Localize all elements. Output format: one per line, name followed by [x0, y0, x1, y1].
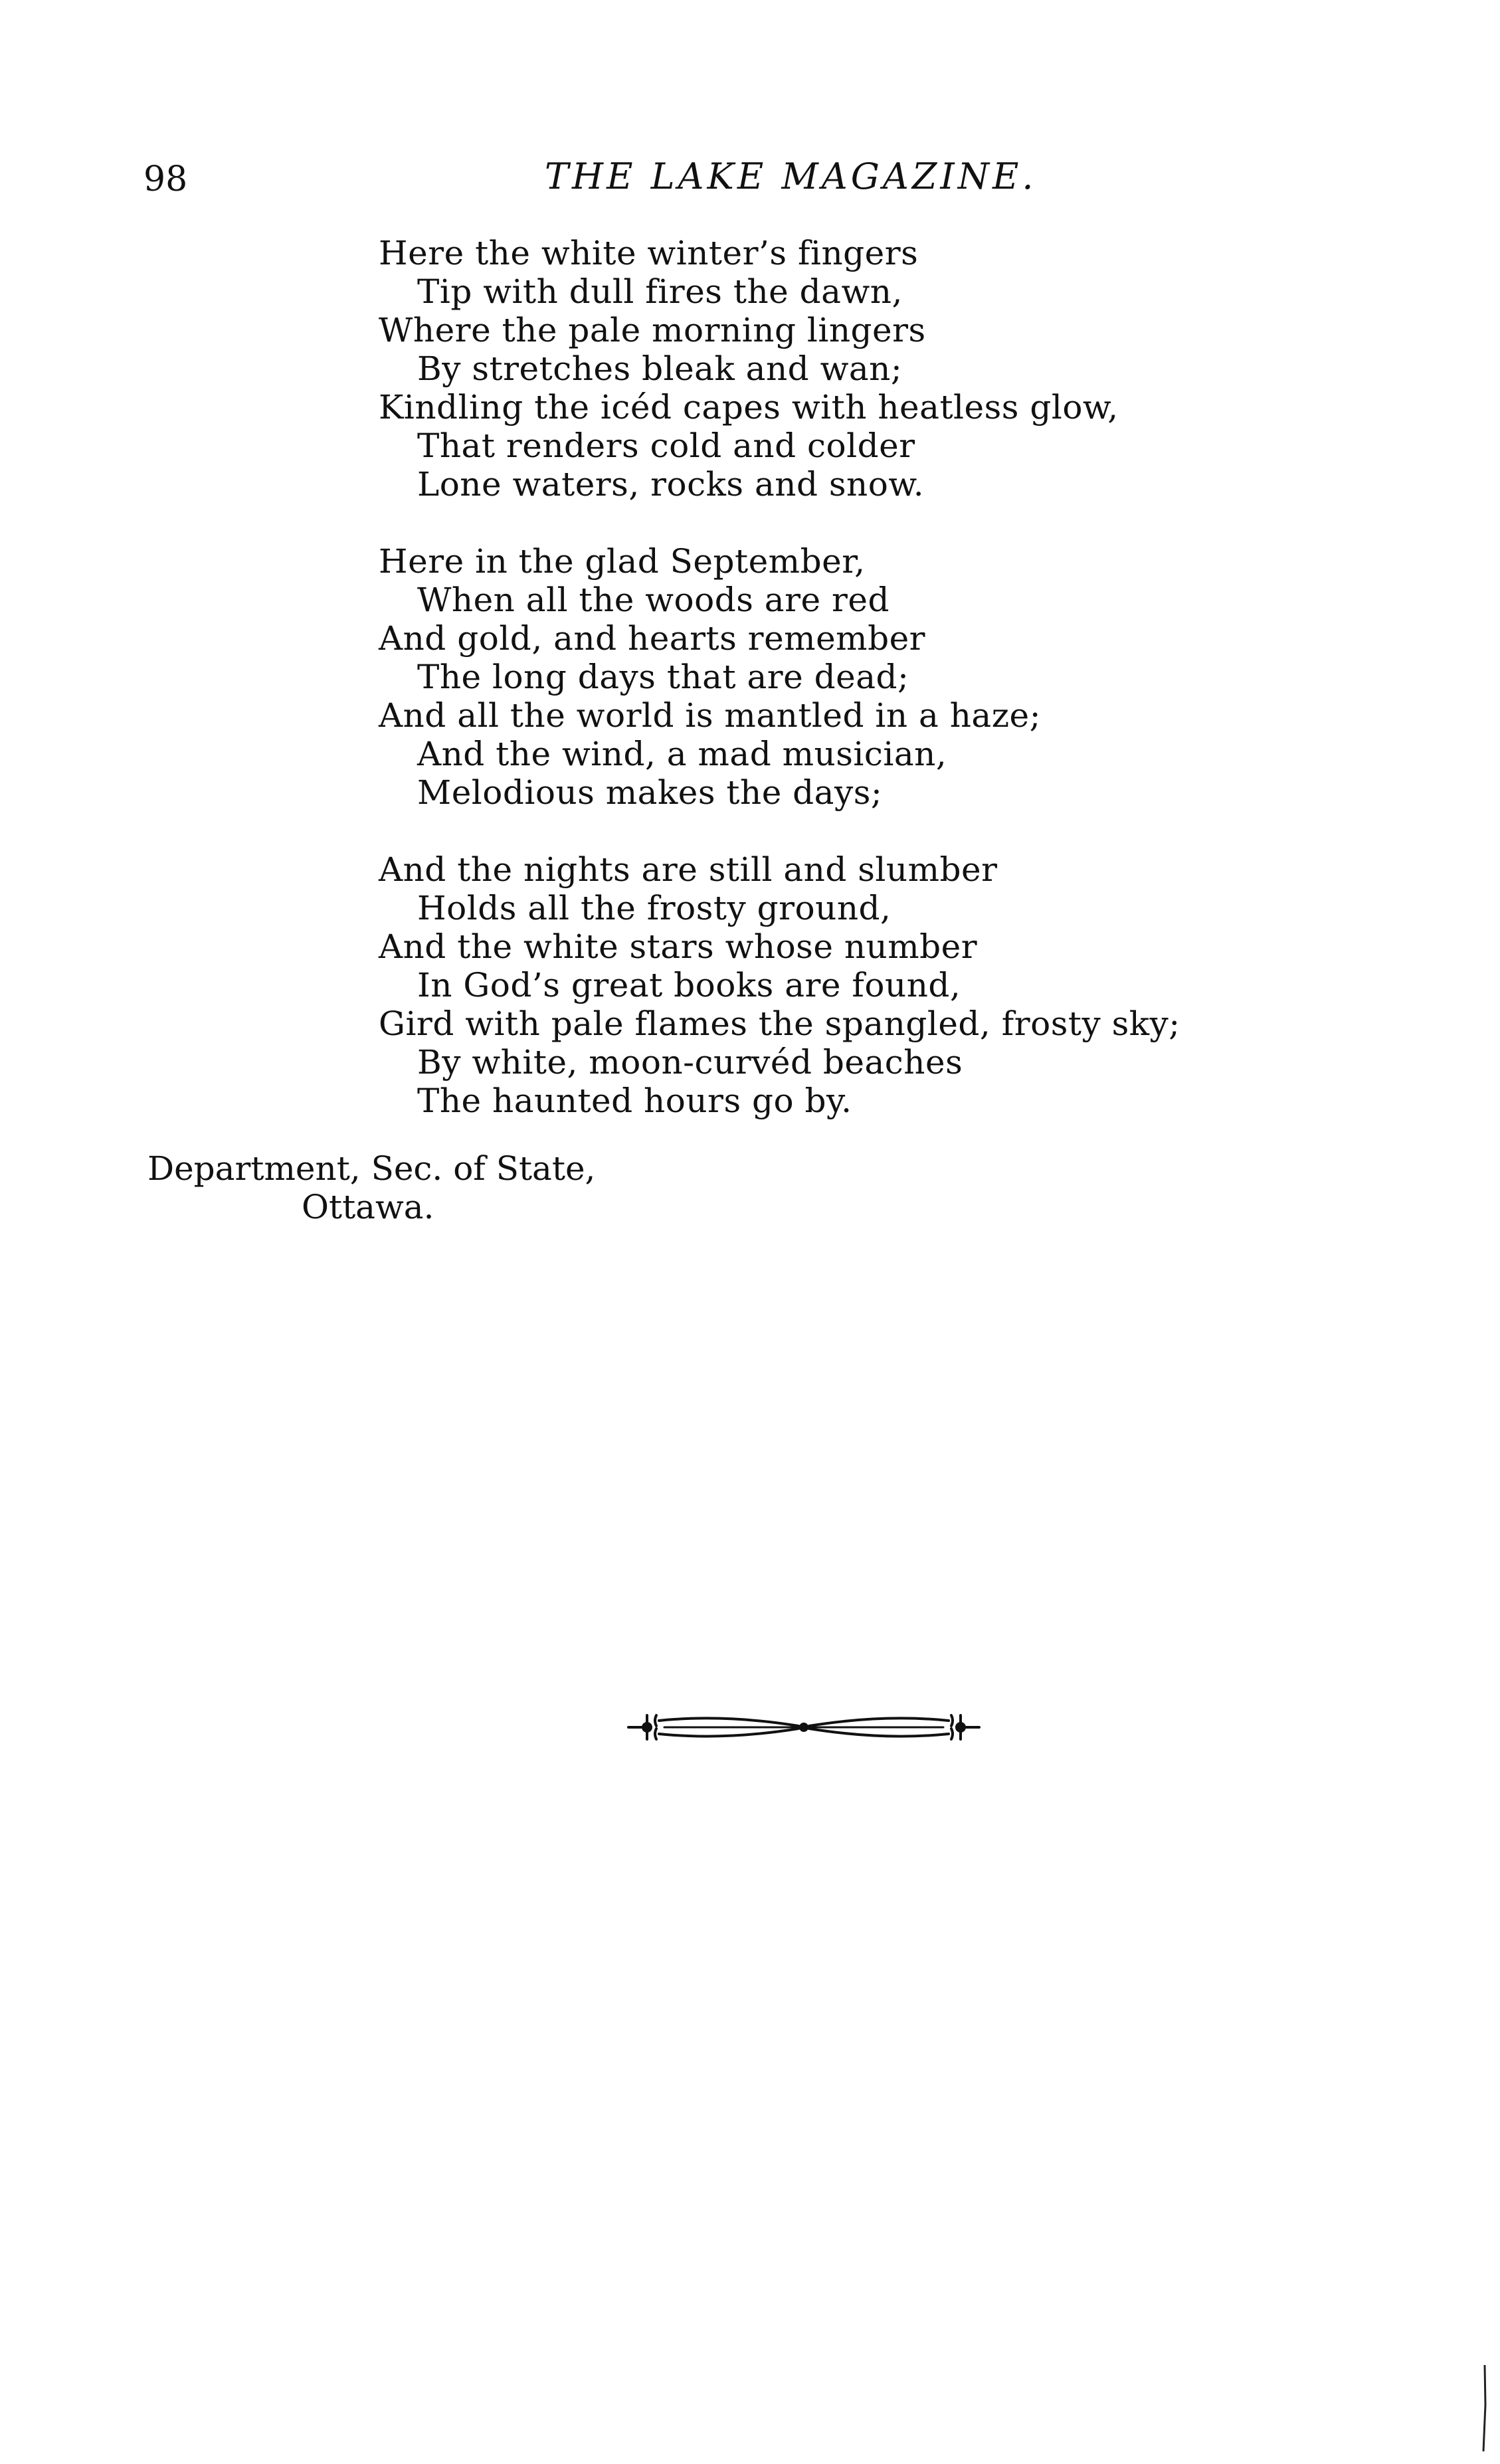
- poem-line: And all the world is mantled in a haze;: [379, 696, 1041, 735]
- poem-line: When all the woods are red: [417, 581, 890, 619]
- poem-line: By white, moon-curvéd beaches: [417, 1043, 963, 1082]
- poem-line: Here in the glad September,: [379, 542, 866, 581]
- stanza-3: [379, 850, 1442, 1120]
- poem-line: That renders cold and colder: [417, 426, 915, 465]
- stanza-2: [379, 542, 1442, 812]
- poem-line: Where the pale morning lingers: [379, 311, 926, 349]
- poem-line: And the wind, a mad musician,: [417, 735, 947, 773]
- poem-line: And gold, and hearts remember: [379, 619, 926, 658]
- signature-city: Ottawa.: [302, 1188, 434, 1226]
- running-title: THE LAKE MAGAZINE.: [545, 155, 1037, 197]
- poem: [379, 234, 1442, 1159]
- poem-line: By stretches bleak and wan;: [417, 349, 903, 388]
- page-number: 98: [143, 159, 188, 199]
- poem-line: Kindling the icéd capes with heatless glow,: [379, 388, 1119, 426]
- poem-line: Melodious makes the days;: [417, 773, 883, 812]
- poem-line: The haunted hours go by.: [417, 1082, 852, 1120]
- print-edge-mark: [1480, 2365, 1489, 2451]
- poem-line: Here the white winter’s fingers: [379, 234, 919, 272]
- poem-line: Tip with dull fires the dawn,: [417, 272, 903, 311]
- poem-line: Holds all the frosty ground,: [417, 889, 891, 927]
- poem-line: And the white stars whose number: [379, 927, 978, 966]
- signature-block: [147, 1149, 595, 1226]
- signature-department: Department, Sec. of State,: [147, 1149, 596, 1188]
- poem-line: And the nights are still and slumber: [379, 850, 998, 889]
- poem-line: In God’s great books are found,: [417, 966, 961, 1004]
- poem-line: Gird with pale flames the spangled, frosty sky;: [379, 1004, 1180, 1043]
- stanza-1: [379, 234, 1442, 504]
- poem-line: The long days that are dead;: [417, 658, 909, 696]
- scroll-flourish-ornament-icon: [624, 1701, 983, 1754]
- poem-line: Lone waters, rocks and snow.: [417, 465, 925, 504]
